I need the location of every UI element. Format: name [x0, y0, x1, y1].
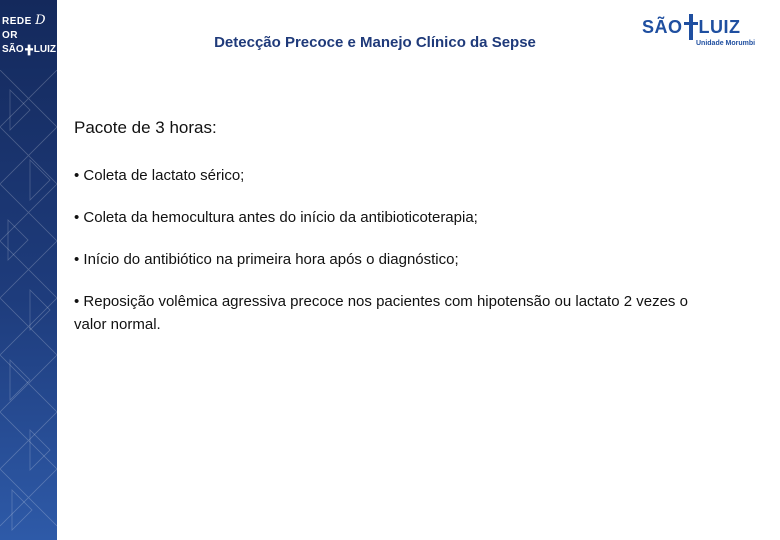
logo-sao-text: SÃO — [2, 44, 24, 55]
cross-icon — [684, 14, 698, 40]
logo-or-text: OR — [2, 30, 18, 41]
bullet-item: • Início do antibiótico na primeira hora após o diagnóstico; — [74, 251, 459, 268]
page-title: Detecção Precoce e Manejo Clínico da Sepse — [214, 34, 536, 51]
logo-luiz-text: LUIZ — [33, 44, 56, 55]
logo-unit-text: Unidade Morumbi — [696, 40, 756, 47]
bullet-item: • Coleta da hemocultura antes do início da antibioticoterapia; — [74, 209, 478, 226]
logo-rede-text: REDE — [2, 16, 32, 27]
bullet-item: • Reposição volêmica agressiva precoce nos pacientes com hipotensão ou lactato 2 vezes o valor normal. — [74, 293, 688, 333]
cross-icon — [25, 44, 33, 56]
sao-luiz-logo — [642, 14, 772, 54]
logo-d-text: D — [35, 13, 47, 28]
rede-dor-sao-luiz-logo — [2, 14, 56, 54]
logo-sao-text: SÃO — [642, 16, 683, 37]
logo-luiz-text: LUIZ — [698, 16, 741, 37]
slide-content — [74, 118, 714, 355]
bullet-item: • Coleta de lactato sérico; — [74, 167, 245, 184]
sidebar-diamond-pattern — [0, 70, 57, 540]
sidebar — [0, 0, 57, 540]
section-heading: Pacote de 3 horas: — [74, 118, 217, 137]
